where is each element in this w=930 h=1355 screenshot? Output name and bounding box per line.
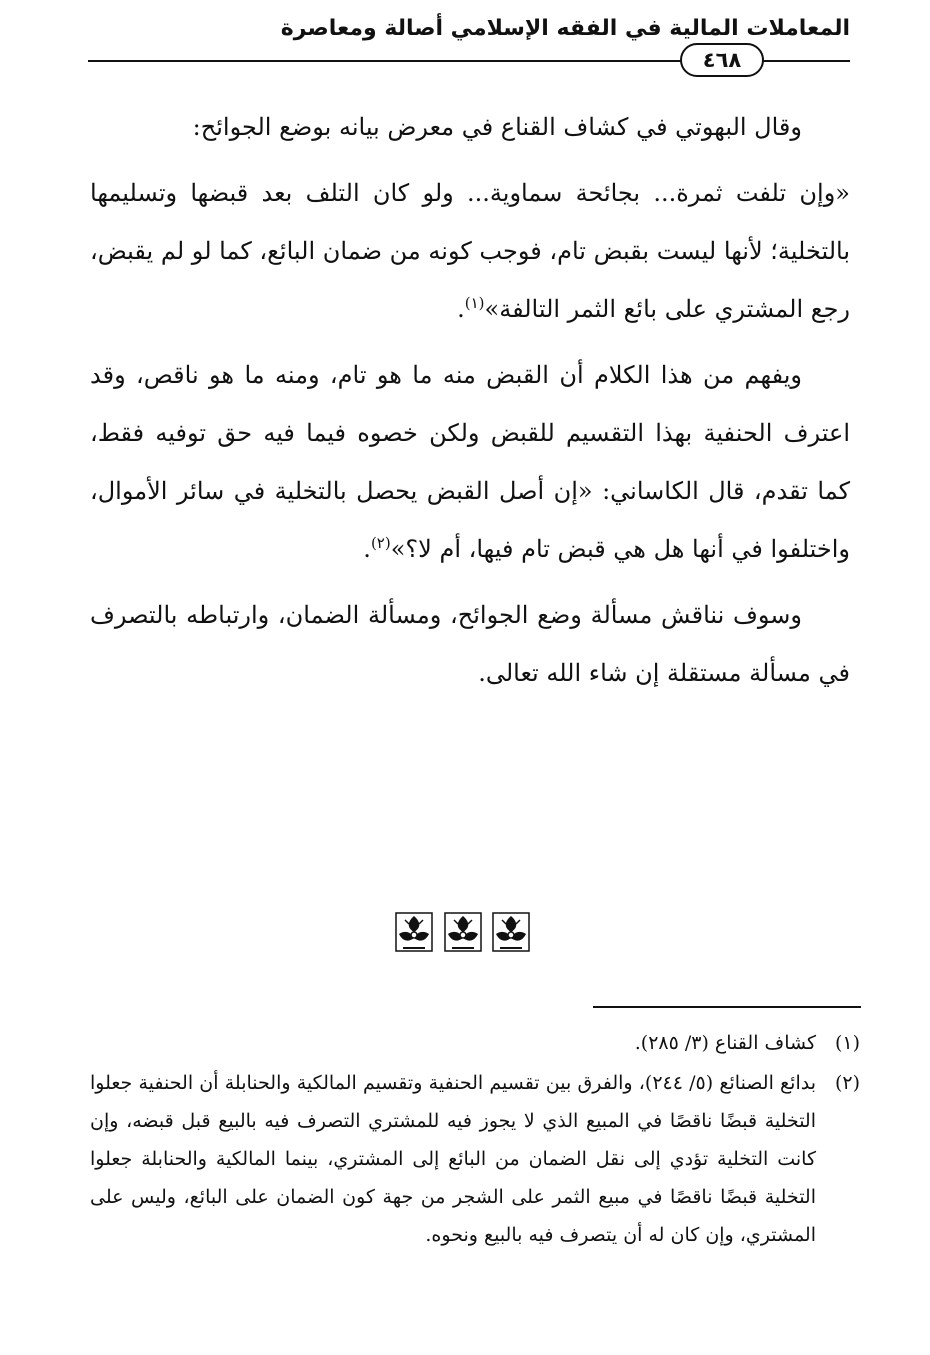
paragraph-text: وسوف نناقش مسألة وضع الجوائح، ومسألة الضمان، وارتباطه بالتصرف في مسألة مستقلة إن شاء الله تعالى.	[90, 601, 850, 687]
page-number: ٤٦٨	[680, 43, 764, 77]
footnote-text: بدائع الصنائع (٥/ ٢٤٤)، والفرق بين تقسيم الحنفية وتقسيم المالكية والحنابلة أن الحنفية جعلوا التخلية قبضًا ناقصًا في المبيع الذي لا يجوز فيه للمشتري التصرف فيه بالبيع قبل قبضه، وإن كانت التخلية تؤدي إلى نقل الضمان من البائع إلى المشتري، بينما المالكية والحنابلة جعلوا التخلية قبضًا ناقصًا في مبيع الثمر على الشجر من جهة كون الضمان على البائع، وليس على المشتري، وإن كان له أن يتصرف فيه بالبيع ونحوه.	[90, 1072, 816, 1246]
paragraph-text: «وإن تلفت ثمرة... بجائحة سماوية... ولو كان التلف بعد قبضها وتسليمها بالتخلية؛ لأنها ليست بقبض تام، فوجب كونه من ضمان البائع، كما لو لم يقبض، رجع المشتري على بائع الثمر التالفة»	[90, 179, 850, 323]
footnote	[90, 1024, 860, 1062]
paragraph-text: وقال البهوتي في كشاف القناع في معرض بيانه بوضع الجوائح:	[192, 113, 802, 141]
paragraph-end: .	[457, 295, 465, 323]
paragraph	[90, 586, 850, 702]
footnote-ref[interactable]: (٢)	[370, 534, 391, 552]
main-text	[90, 98, 850, 710]
floral-ornament-icon	[492, 912, 530, 952]
footnote-rule	[593, 1006, 861, 1008]
paragraph-end: .	[363, 535, 371, 563]
footnote	[90, 1064, 860, 1254]
floral-ornament-icon	[395, 912, 433, 952]
paragraph	[90, 346, 850, 578]
floral-ornament-icon	[444, 912, 482, 952]
footnote-marker: (٢)	[834, 1072, 860, 1094]
paragraph-quote	[90, 164, 850, 338]
paragraph-text: ويفهم من هذا الكلام أن القبض منه ما هو تام، ومنه ما هو ناقص، وقد اعترف الحنفية بهذا التقسيم للقبض ولكن خصوه فيما فيه حق توفيه فقط، كما تقدم، قال الكاساني: «إن أصل القبض يحصل بالتخلية في سائر الأموال، واختلفوا في أنها هل هي قبض تام فيها، أم لا؟»	[90, 361, 851, 563]
section-ornament	[395, 912, 530, 952]
running-title: المعاملات المالية في الفقه الإسلامي أصالة ومعاصرة	[280, 16, 850, 41]
paragraph	[90, 98, 850, 156]
footnote-marker: (١)	[834, 1032, 860, 1054]
footnote-text: كشاف القناع (٣/ ٢٨٥).	[634, 1032, 816, 1054]
footnotes	[90, 1024, 860, 1256]
footnote-ref[interactable]: (١)	[464, 294, 485, 312]
